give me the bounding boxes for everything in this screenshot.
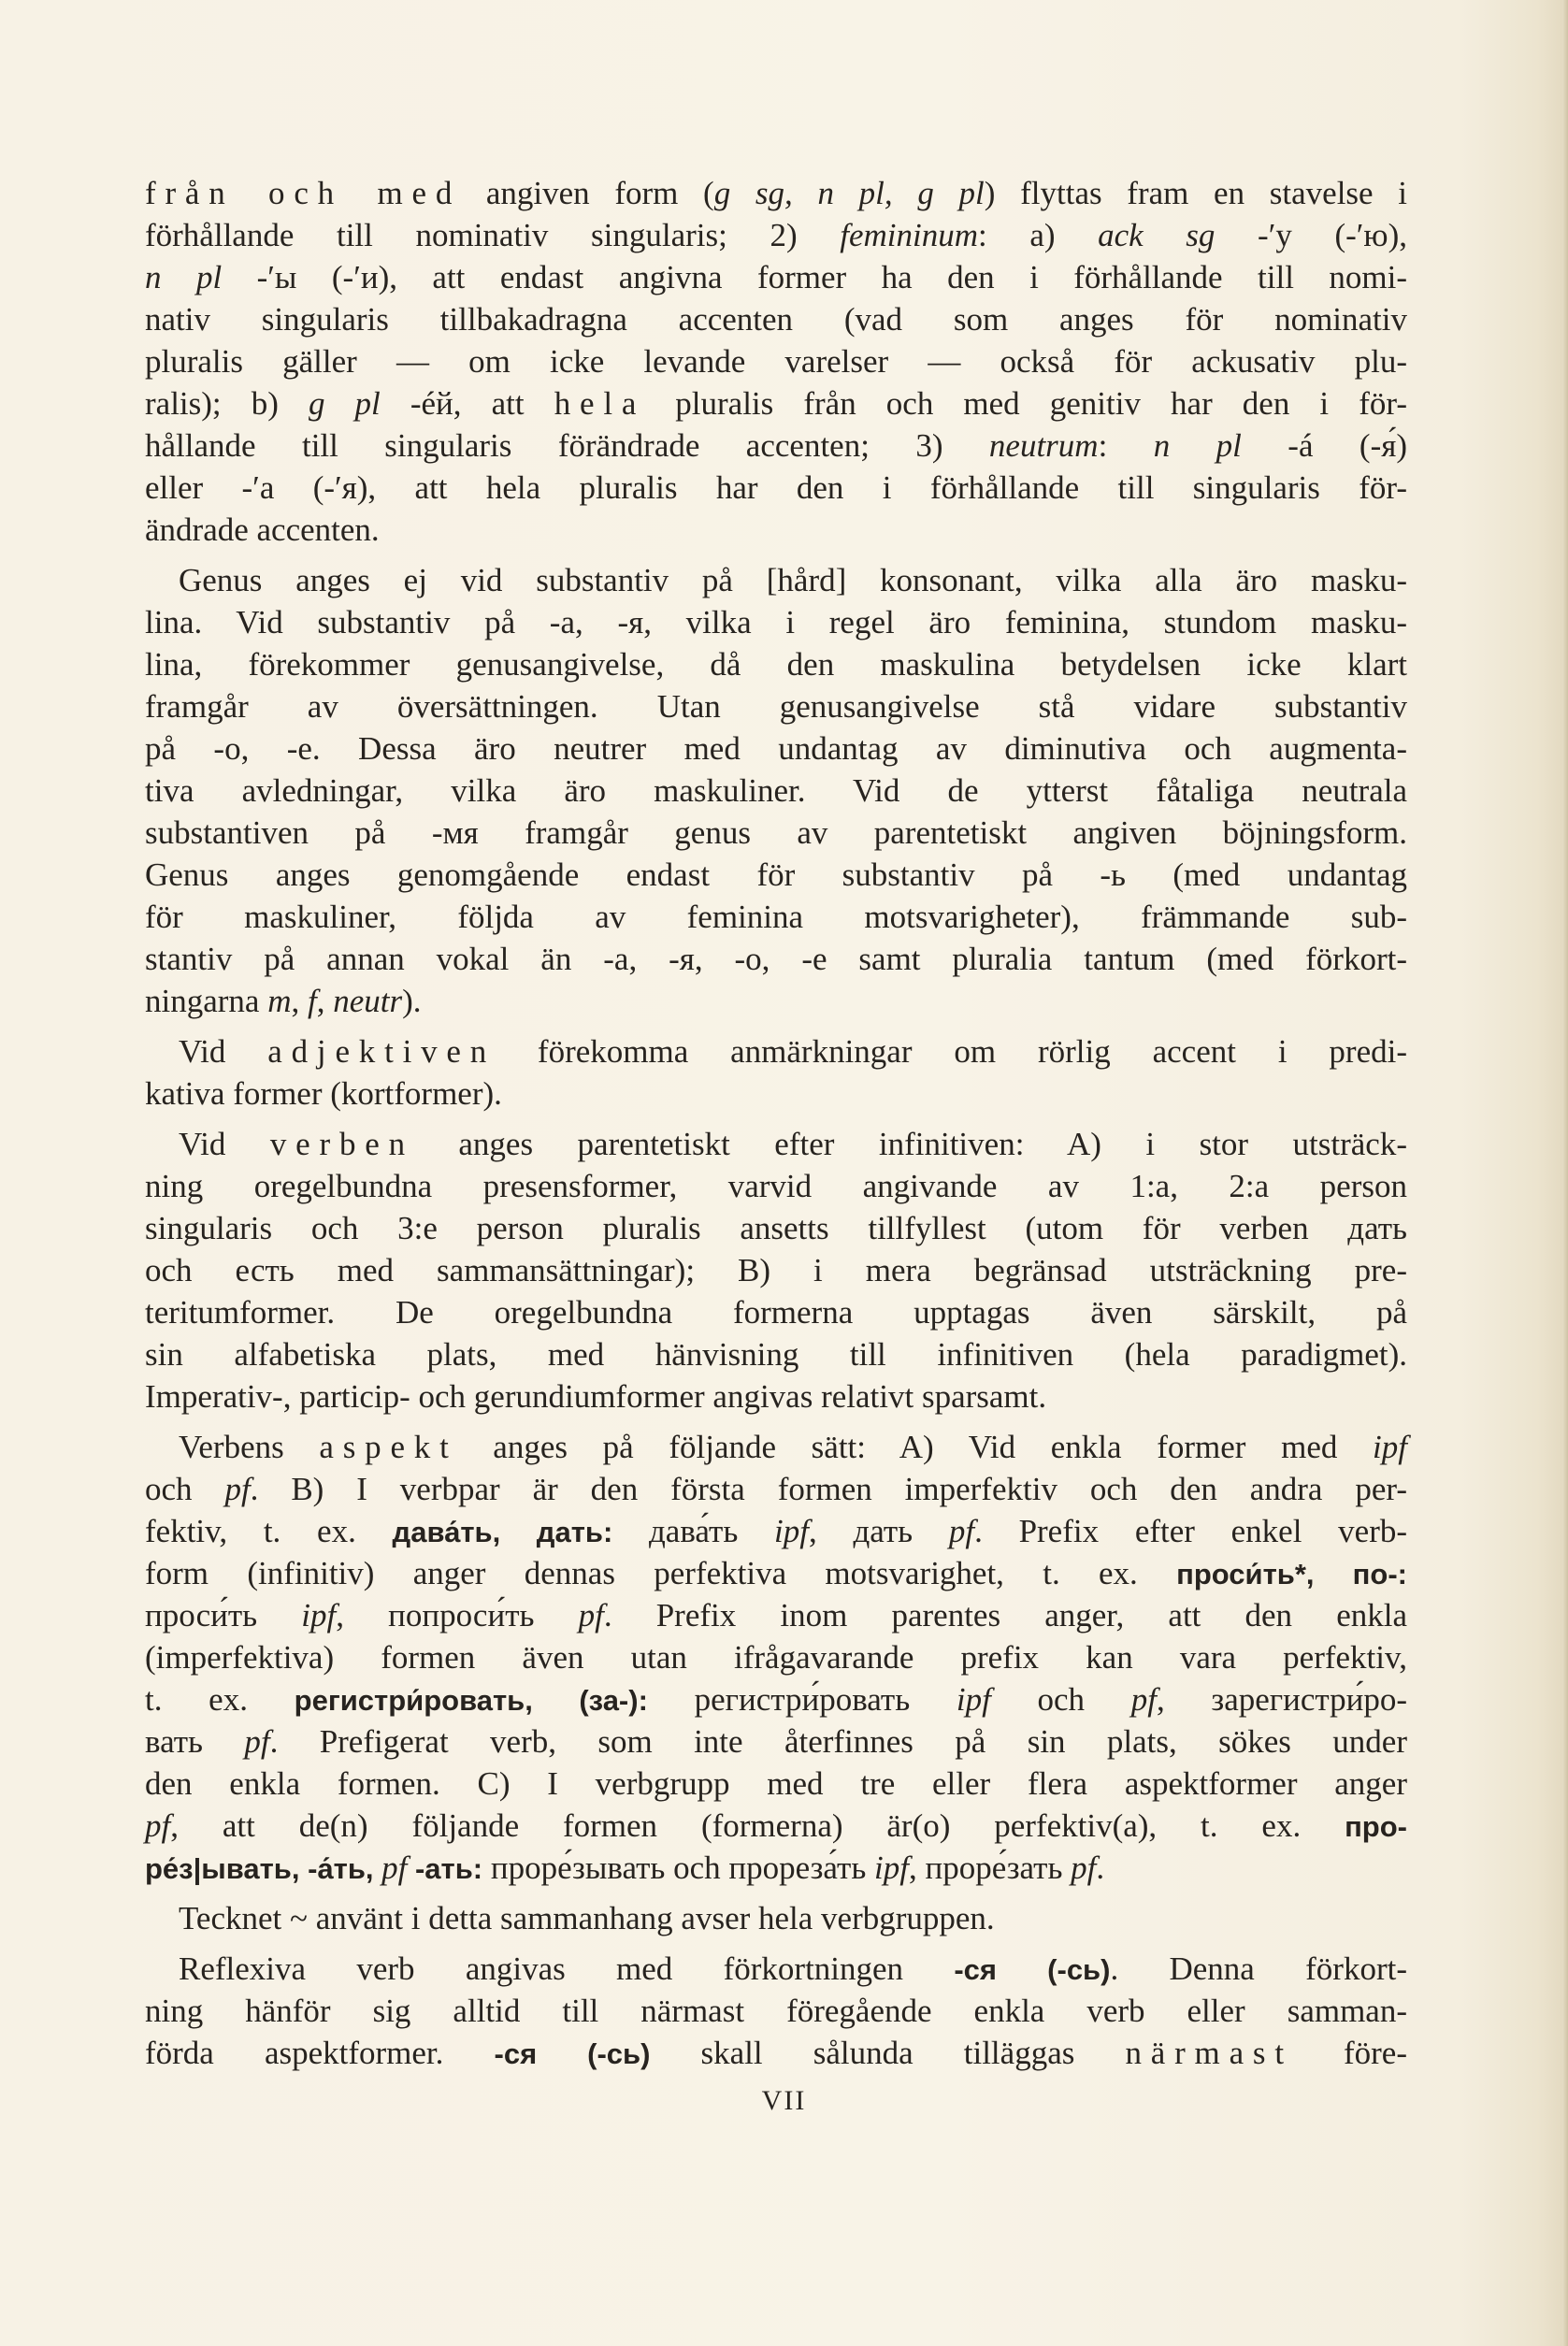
text-run: förda aspektformer. — [145, 2035, 495, 2071]
page-number: VII — [761, 2085, 807, 2116]
italic-run: ack sg — [1098, 217, 1216, 253]
text-run: -′у (-′ю), — [1215, 217, 1407, 253]
text-run: stantiv på annan vokal än -а, -я, -о, -е samt pluralia tantum (med förkort- — [145, 941, 1407, 977]
text-run: och — [990, 1681, 1131, 1718]
text-line — [145, 1072, 1407, 1115]
text-run: pluralis från och med genitiv har den i för- — [645, 385, 1408, 422]
text-line — [145, 1897, 1407, 1939]
text-run: ningarna — [145, 983, 268, 1019]
italic-run: pf — [381, 1849, 408, 1886]
text-line — [145, 1510, 1407, 1552]
text-run: -á (-я́) — [1241, 427, 1407, 464]
text-run: проси́ть — [145, 1597, 302, 1634]
text-run: tiva avledningar, vilka äro maskuliner. Vid de ytterst fåtaliga neutrala — [145, 772, 1407, 809]
text-line — [145, 1636, 1407, 1678]
text-run: pluralis gäller — om icke levande varelser — också för ackusativ plu- — [145, 343, 1407, 380]
body-text — [145, 172, 1407, 2074]
paragraph — [145, 1123, 1407, 1418]
text-line — [145, 601, 1407, 643]
bold-run: -ся (-сь) — [494, 2037, 651, 2070]
page-edge-shadow — [1562, 0, 1568, 2346]
text-line — [145, 298, 1407, 340]
text-run: form (infinitiv) anger dennas perfektiva motsvarighet, t. ex. — [145, 1555, 1177, 1591]
text-run: -éй, att — [380, 385, 554, 422]
text-run: (imperfektiva) formen även utan ifrågavarande prefix kan vara perfektiv, — [145, 1639, 1407, 1676]
italic-run: ipf — [301, 1597, 337, 1634]
text-run: . Denna förkort- — [1110, 1950, 1407, 1987]
italic-run: pf — [1130, 1681, 1157, 1718]
text-run: . — [1096, 1849, 1105, 1886]
text-run: Reflexiva verb angivas med förkortningen — [179, 1950, 955, 1987]
text-line — [145, 685, 1407, 727]
text-line — [145, 1948, 1407, 1990]
text-line — [145, 559, 1407, 601]
text-run: angiven form ( — [461, 175, 714, 211]
text-run: och есть med sammansättningar); B) i mera begränsad utsträckning pre- — [145, 1252, 1407, 1288]
text-run: hållande till singularis förändrade accenten; 3) — [145, 427, 989, 464]
spaced-run: från och med — [145, 175, 462, 211]
text-run: Genus anges ej vid substantiv på [hård] konsonant, vilka alla äro masku- — [179, 562, 1407, 598]
text-line — [145, 1594, 1407, 1636]
text-run: substantiven på -мя framgår genus av parentetiskt angiven böjningsform. — [145, 814, 1407, 851]
spaced-run: verben — [269, 1126, 414, 1162]
text-run: framgår av översättningen. Utan genusangivelse stå vidare substantiv — [145, 688, 1407, 725]
paragraph — [145, 172, 1407, 551]
text-run: -′ы (-′и), att endast angivna former ha den i förhållande till nomi- — [222, 259, 1407, 295]
text-line — [145, 1249, 1407, 1291]
italic-run: pf — [578, 1597, 604, 1634]
text-run: ning oregelbundna presensformer, varvid angivande av 1:a, 2:a person — [145, 1168, 1407, 1204]
bold-run: ре́з|ывать, -а́ть, — [145, 1852, 382, 1885]
text-line — [145, 1333, 1407, 1375]
text-run: ralis); b) — [145, 385, 309, 422]
text-run: Tecknet ~ använt i detta sammanhang avser hela verbgruppen. — [179, 1900, 995, 1936]
text-run: anges parentetiskt efter infinitiven: A) i stor utsträck- — [413, 1126, 1407, 1162]
spaced-run: aspekt — [319, 1429, 458, 1465]
text-run: anges på följande sätt: A) Vid enkla former med — [457, 1429, 1374, 1465]
bold-run: проси́ть*, по-: — [1176, 1558, 1407, 1590]
text-run: lina, förekommer genusangivelse, då den maskulina betydelsen icke klart — [145, 646, 1407, 683]
italic-run: pf — [224, 1471, 251, 1507]
text-line — [145, 1720, 1407, 1763]
text-line — [145, 1805, 1407, 1847]
text-run: Imperativ-, particip- och gerundiumformer angivas relativt sparsamt. — [145, 1378, 1047, 1415]
spaced-run: hela — [554, 385, 646, 422]
bold-run: регистри́ровать, (за-): — [294, 1684, 648, 1717]
italic-run: n pl — [145, 259, 223, 295]
text-run: för maskuliner, följda av feminina motsvarigheter), främmande sub- — [145, 899, 1407, 935]
paragraph — [145, 1030, 1407, 1115]
text-line — [145, 1165, 1407, 1207]
text-run: : — [1098, 427, 1154, 464]
text-run: t. ex. — [145, 1681, 295, 1718]
text-line — [145, 980, 1407, 1022]
text-line — [145, 1030, 1407, 1072]
text-run: , att de(n) följande formen (formerna) är(o) perfektiv(a), t. ex. — [170, 1807, 1345, 1844]
text-run: på -о, -е. Dessa äro neutrer med undantag av diminutiva och augmenta- — [145, 730, 1407, 767]
text-run: , попроси́ть — [336, 1597, 579, 1634]
text-run: . Prefigerat verb, som inte återfinnes på sin plats, sökes under — [269, 1723, 1407, 1760]
text-run: ). — [402, 983, 422, 1019]
text-run: förhållande till nominativ singularis; 2) — [145, 217, 841, 253]
paragraph — [145, 1948, 1407, 2074]
text-run: , — [291, 983, 308, 1019]
text-line — [145, 1763, 1407, 1805]
italic-run: n pl — [1153, 427, 1242, 464]
text-line — [145, 1990, 1407, 2032]
text-run: , зарегистри́ро- — [1156, 1681, 1407, 1718]
text-line — [145, 1468, 1407, 1510]
text-line — [145, 172, 1407, 214]
text-line — [145, 812, 1407, 854]
text-line — [145, 1123, 1407, 1165]
text-run: sin alfabetiska plats, med hänvisning till infinitiven (hela paradigmet). — [145, 1336, 1407, 1373]
text-line — [145, 509, 1407, 551]
text-run: . Prefix efter enkel verb- — [974, 1513, 1408, 1549]
italic-run: pf — [1071, 1849, 1097, 1886]
text-line — [145, 1291, 1407, 1333]
text-line — [145, 1847, 1407, 1889]
text-run: , — [316, 983, 334, 1019]
text-line — [145, 256, 1407, 298]
text-run: ändrade accenten. — [145, 511, 380, 548]
text-run: lina. Vid substantiv på -а, -я, vilka i regel äro feminina, stundom masku- — [145, 604, 1407, 640]
bold-run: дава́ть, дать: — [392, 1516, 613, 1548]
text-run: och — [145, 1471, 225, 1507]
text-line — [145, 214, 1407, 256]
spaced-run: adjektiven — [267, 1033, 496, 1070]
text-run: Vid — [179, 1033, 268, 1070]
italic-run: pf — [244, 1723, 270, 1760]
text-run: kativa former (kortformer). — [145, 1075, 502, 1112]
italic-run: m — [267, 983, 292, 1019]
text-run: регистри́ровать — [647, 1681, 957, 1718]
text-line — [145, 425, 1407, 467]
paragraph — [145, 559, 1407, 1022]
text-run: проре́зывать och прореза́ть — [482, 1849, 875, 1886]
text-line — [145, 340, 1407, 382]
text-line — [145, 1375, 1407, 1418]
text-line — [145, 467, 1407, 509]
italic-run: ipf — [874, 1849, 909, 1886]
text-run: förekomma anmärkningar om rörlig accent i predi- — [496, 1033, 1407, 1070]
bold-run: -ся (-сь) — [954, 1953, 1111, 1986]
italic-run: ipf — [1373, 1429, 1407, 1465]
text-line — [145, 727, 1407, 770]
text-run: ) flyttas fram en stavelse i — [984, 175, 1407, 211]
paragraph — [145, 1897, 1407, 1939]
paragraph — [145, 1426, 1407, 1889]
italic-run: g sg, n pl, g pl — [713, 175, 985, 211]
text-run: före- — [1292, 2035, 1407, 2071]
bold-run: -ать: — [407, 1852, 483, 1885]
text-line — [145, 2032, 1407, 2074]
text-run: , дать — [808, 1513, 949, 1549]
text-line — [145, 1678, 1407, 1720]
italic-run: f — [307, 983, 317, 1019]
text-run: , проре́зать — [909, 1849, 1072, 1886]
italic-run: femininum — [840, 217, 978, 253]
text-run: den enkla formen. C) I verbgrupp med tre eller flera aspektformer anger — [145, 1765, 1407, 1802]
text-line — [145, 896, 1407, 938]
italic-run: neutrum — [988, 427, 1099, 464]
italic-run: ipf — [956, 1681, 991, 1718]
text-line — [145, 1426, 1407, 1468]
text-run: Genus anges genomgående endast för substantiv på -ь (med undantag — [145, 856, 1407, 893]
text-run: teritumformer. De oregelbundna formerna upptagas även särskilt, på — [145, 1294, 1407, 1331]
text-line — [145, 938, 1407, 980]
italic-run: neutr — [333, 983, 403, 1019]
text-run: Verbens — [179, 1429, 320, 1465]
text-run: Vid — [179, 1126, 270, 1162]
italic-run: g pl — [308, 385, 381, 422]
spaced-run: närmast — [1125, 2035, 1293, 2071]
italic-run: pf — [948, 1513, 975, 1549]
bold-run: про- — [1345, 1810, 1407, 1843]
text-run: дава́ть — [612, 1513, 775, 1549]
text-run: skall sålunda tilläggas — [650, 2035, 1126, 2071]
text-line — [145, 1207, 1407, 1249]
text-run: ning hänför sig alltid till närmast föregående enkla verb eller samman- — [145, 1993, 1407, 2029]
italic-run: ipf — [774, 1513, 809, 1549]
text-run: . B) I verbpar är den första formen imperfektiv och den andra per- — [250, 1471, 1407, 1507]
text-run: nativ singularis tillbakadragna accenten (vad som anges för nominativ — [145, 301, 1407, 338]
text-line — [145, 382, 1407, 425]
text-run: eller -′а (-′я), att hela pluralis har den i förhållande till singularis för- — [145, 469, 1407, 506]
text-run: singularis och 3:e person pluralis ansetts tillfyllest (utom för verben дать — [145, 1210, 1407, 1246]
text-run: fektiv, t. ex. — [145, 1513, 393, 1549]
text-line — [145, 854, 1407, 896]
text-line — [145, 1552, 1407, 1594]
text-line — [145, 643, 1407, 685]
text-run: вать — [145, 1723, 245, 1760]
text-run: : a) — [977, 217, 1099, 253]
italic-run: pf — [145, 1807, 171, 1844]
text-run: . Prefix inom parentes anger, att den enkla — [603, 1597, 1407, 1634]
text-line — [145, 770, 1407, 812]
